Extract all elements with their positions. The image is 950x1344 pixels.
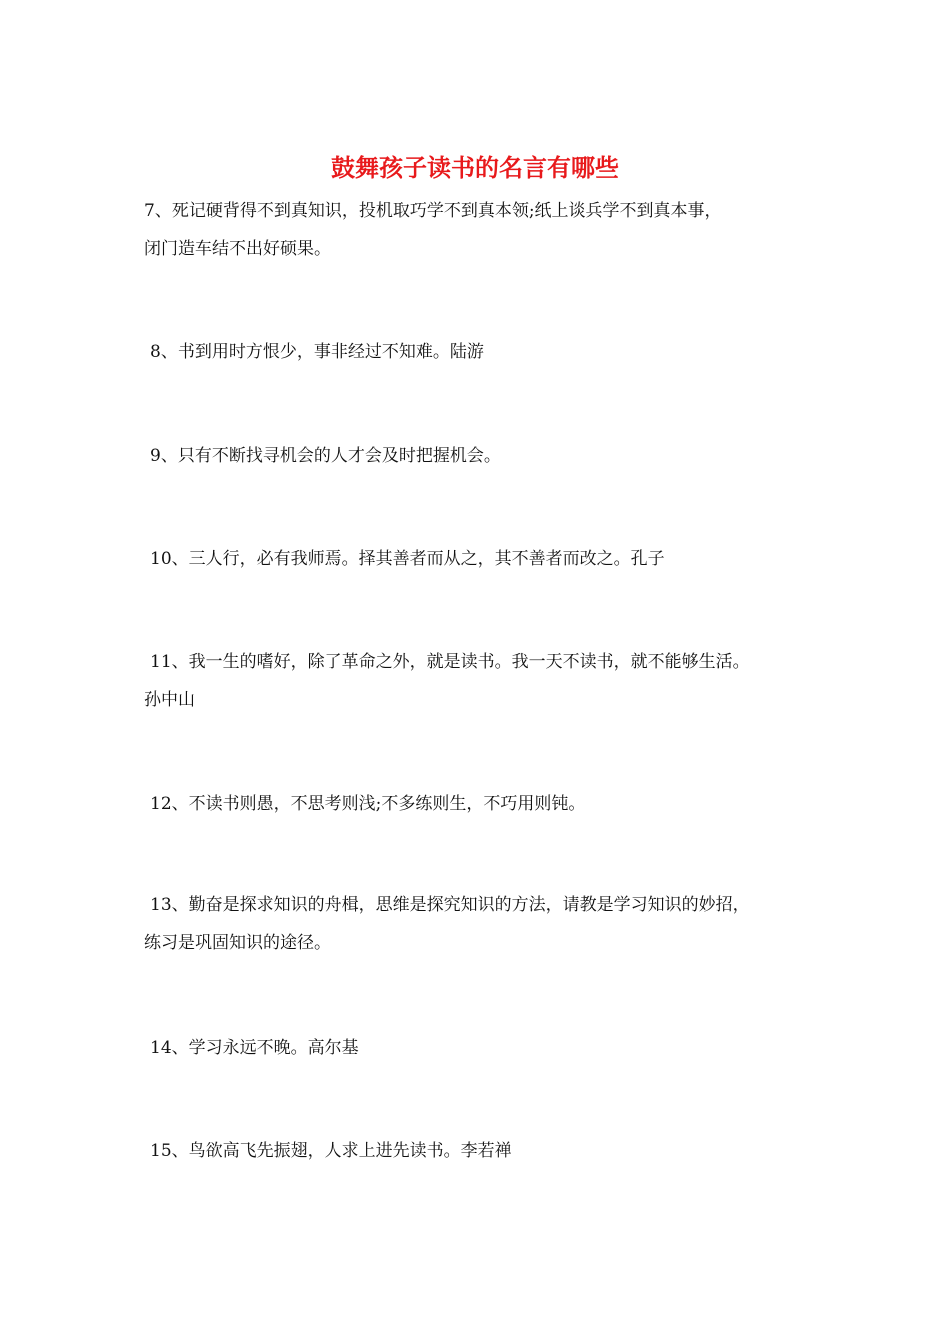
quote-item-7 (144, 192, 814, 268)
quote-item-8 (144, 333, 820, 371)
quote-line: 15、鸟欲高飞先振翅，人求上进先读书。李若禅 (150, 1141, 512, 1161)
quote-item-11 (144, 643, 820, 719)
quote-line: 8、书到用时方恨少，事非经过不知难。陆游 (150, 342, 484, 362)
quote-line: 11、我一生的嗜好，除了革命之外，就是读书。我一天不读书，就不能够生活。 (150, 652, 750, 672)
quote-item-9 (144, 437, 820, 475)
quote-line: 练习是巩固知识的途径。 (144, 933, 331, 953)
quote-line: 13、勤奋是探求知识的舟楫，思维是探究知识的方法，请教是学习知识的妙招， (150, 895, 750, 915)
quote-line: 12、不读书则愚，不思考则浅;不多练则生，不巧用则钝。 (150, 794, 586, 814)
quote-line: 闭门造车结不出好硕果。 (144, 239, 331, 259)
quote-item-14 (144, 1029, 820, 1067)
quote-line: 9、只有不断找寻机会的人才会及时把握机会。 (150, 446, 501, 466)
document-title: 鼓舞孩子读书的名言有哪些 (331, 154, 619, 182)
quote-item-15 (144, 1132, 820, 1170)
quote-item-10 (144, 540, 820, 578)
quote-item-12 (144, 785, 820, 823)
quote-line: 10、三人行，必有我师焉。择其善者而从之，其不善者而改之。孔子 (150, 549, 665, 569)
quote-line: 7、死记硬背得不到真知识，投机取巧学不到真本领;纸上谈兵学不到真本事， (144, 201, 722, 221)
quote-line: 孙中山 (144, 690, 195, 710)
quote-item-13 (144, 886, 820, 962)
quote-line: 14、学习永远不晚。高尔基 (150, 1038, 359, 1058)
